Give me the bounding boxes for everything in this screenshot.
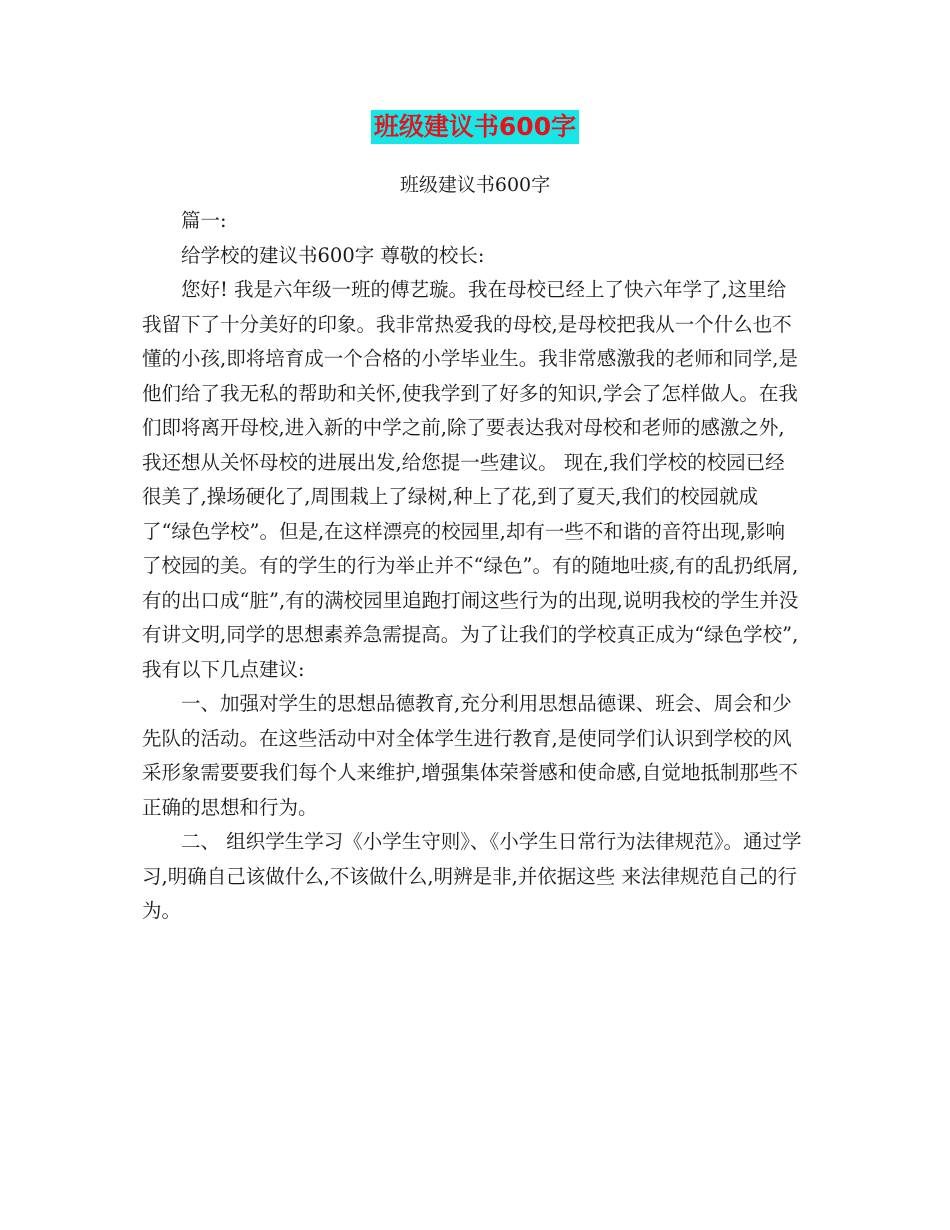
title-container	[0, 110, 950, 144]
document-title: 班级建议书600字	[371, 110, 579, 144]
document-body	[142, 204, 802, 929]
paragraph: 一、加强对学生的思想品德教育,充分利用思想品德课、班会、周会和少先队的活动。在这些活动中对全体学生进行教育,是使同学们认识到学校的风采形象需要要我们每个人来维护,增强集体荣誉感和使命感,自觉地抵制那些不正确的思想和行为。	[142, 692, 798, 819]
paragraph: 给学校的建议书600字 尊敬的校长:	[181, 243, 485, 267]
paragraph: 您好! 我是六年级一班的傅艺璇。我在母校已经上了快六年学了,这里给我留下了十分美好的印象。我非常热爱我的母校,是母校把我从一个什么也不懂的小孩,即将培育成一个合格的小学毕业生。我非常感激我的老师和同学,是他们给了我无私的帮助和关怀,使我学到了好多的知识,学会了怎样做人。在我们即将离开母校,进入新的中学之前,除了要表达我对母校和老师的感激之外,我还想从关怀母校的进展出发,给您提一些建议。 现在,我们学校的校园已经很美了,操场硬化了,周围栽上了绿树,种上了花,到了夏天,我们的校园就成了“绿色学校”。但是,在这样漂亮的校园里,却有一些不和谐的音符出现,影响了校园的美。有的学生的行为举止并不“绿色”。有的随地吐痰,有的乱扔纸屑,有的出口成“脏”,有的满校园里追跑打闹这些行为的出现,说明我校的学生并没有讲文明,同学的思想素养急需提高。为了让我们的学校真正成为“绿色学校”,我有以下几点建议:	[142, 278, 799, 681]
paragraph: 篇一:	[181, 209, 227, 232]
paragraph: 二、 组织学生学习《小学生守则》、《小学生日常行为法律规范》。通过学习,明确自己该做什么,不该做什么,明辨是非,并依据这些 来法律规范自己的行为。	[142, 830, 802, 922]
document-subtitle: 班级建议书600字	[399, 174, 551, 196]
